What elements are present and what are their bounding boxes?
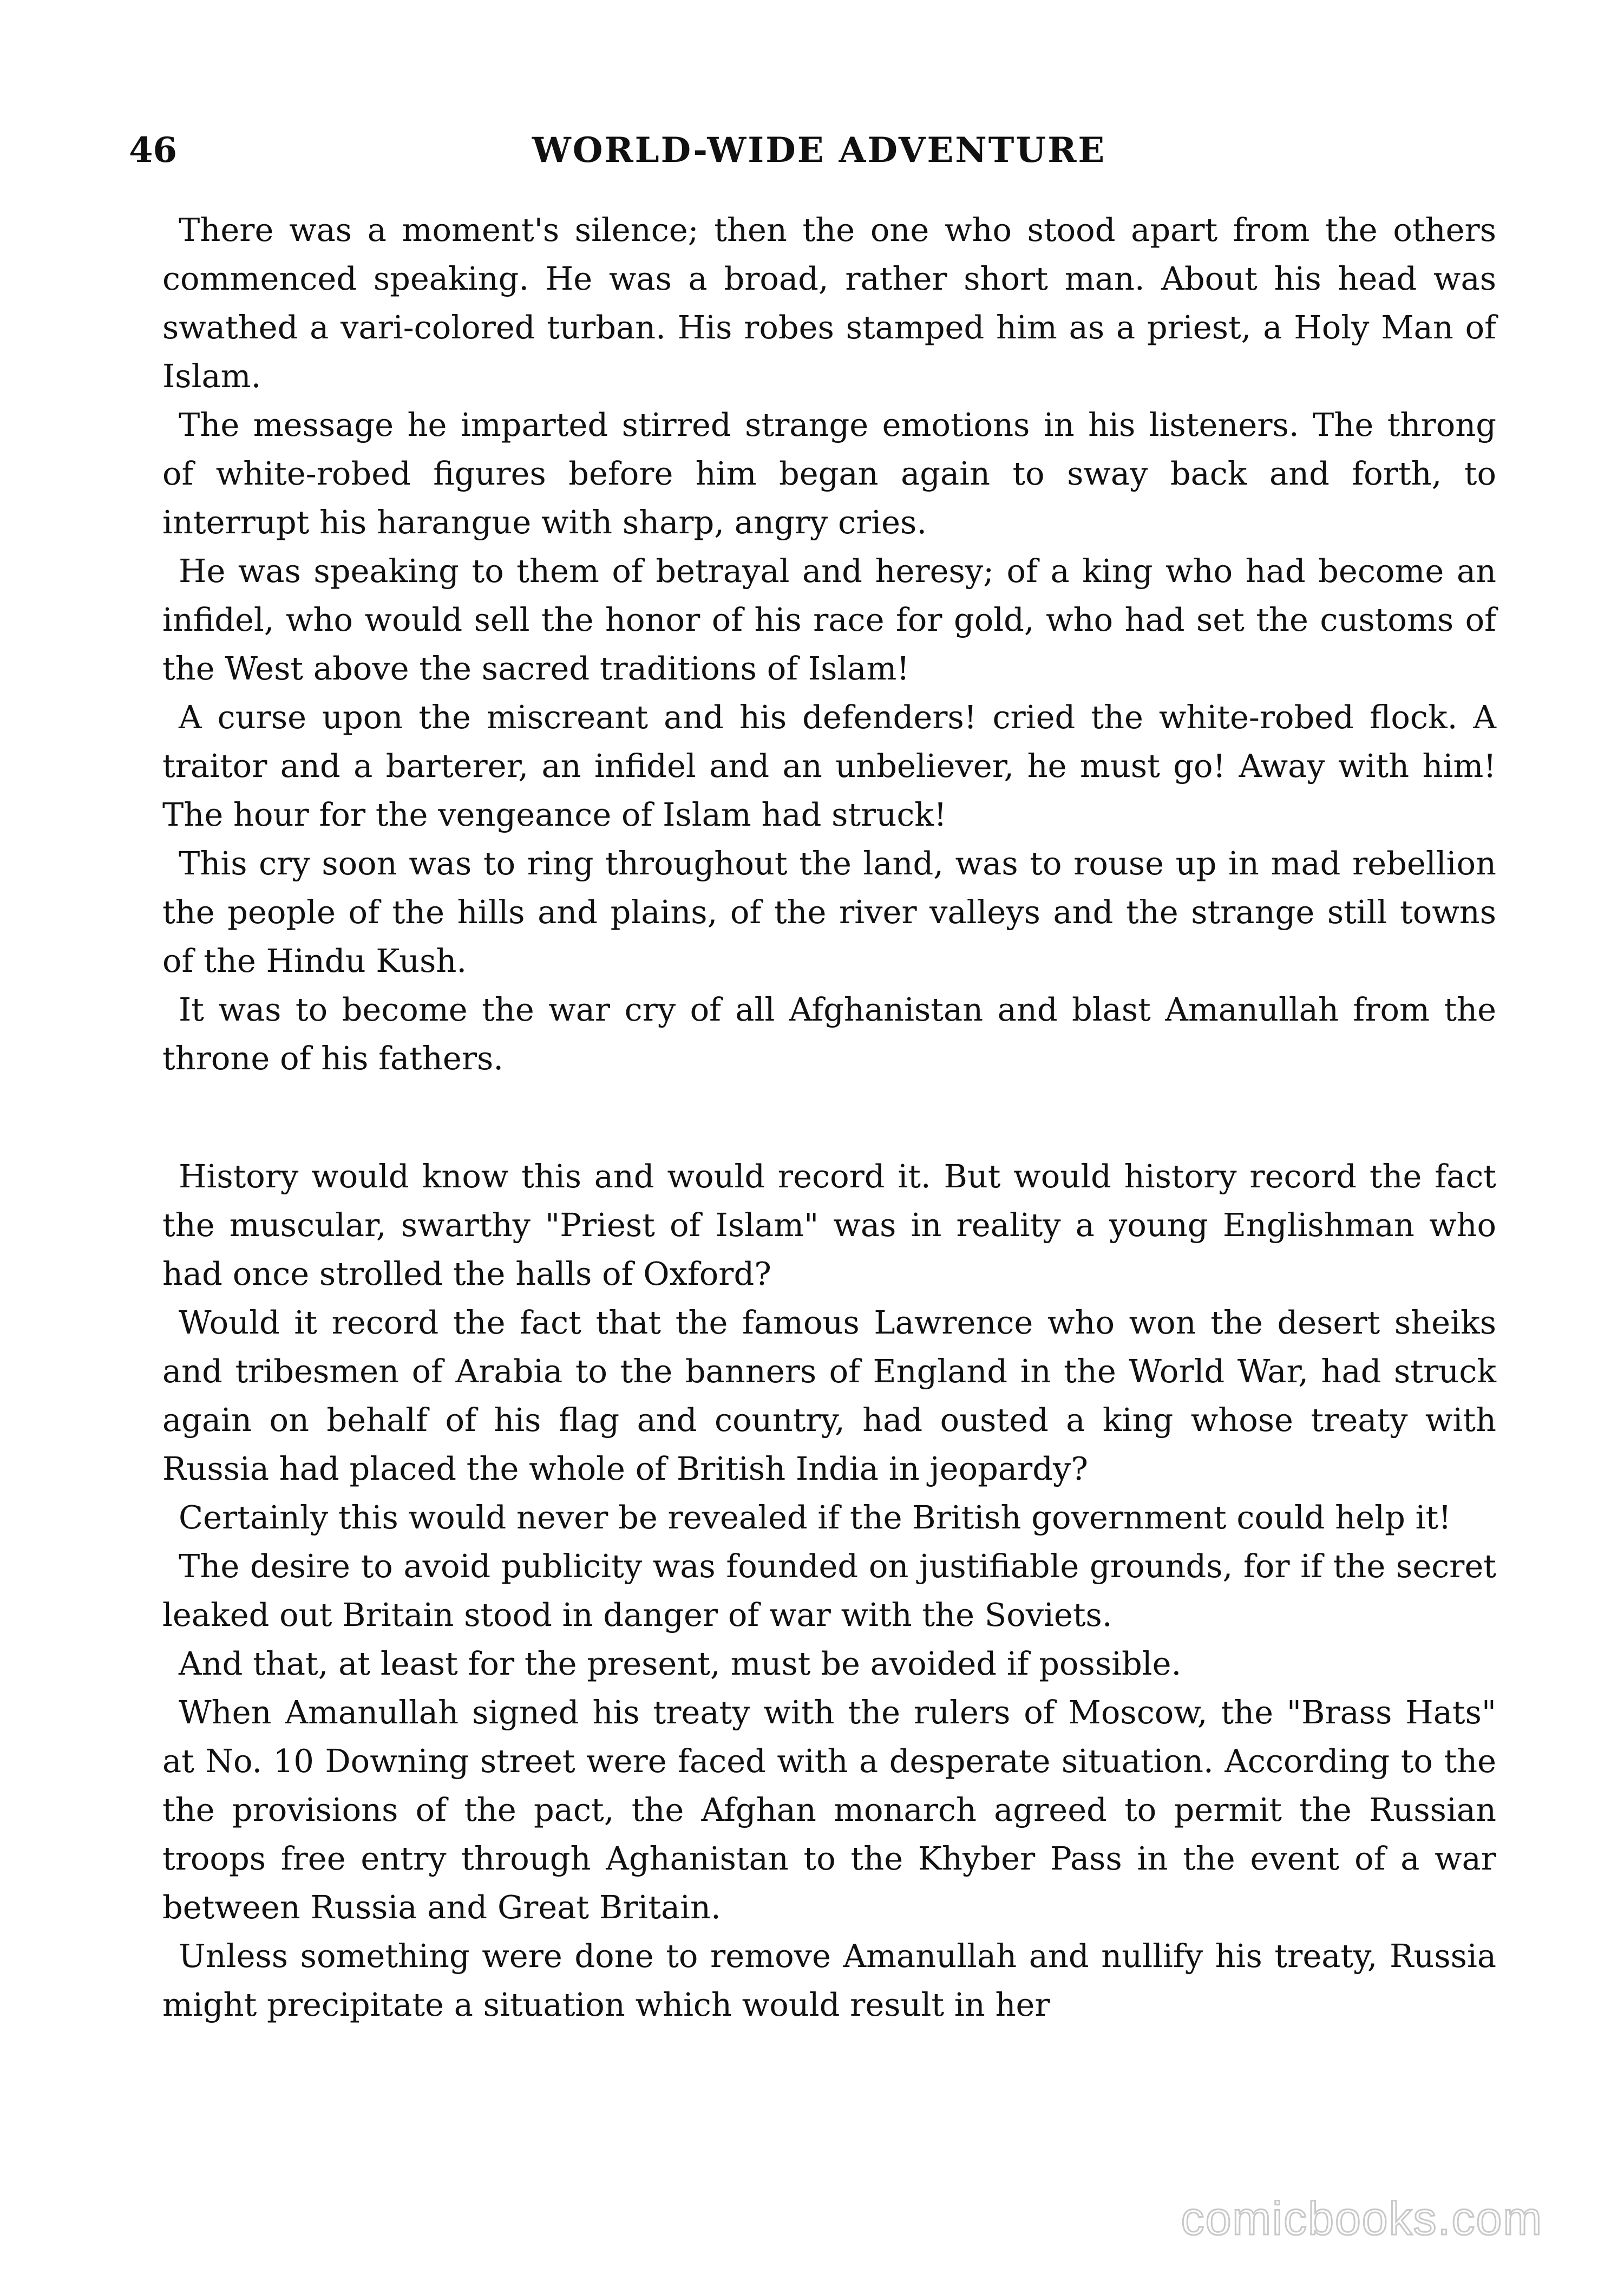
page-header bbox=[129, 123, 1509, 188]
paragraph: The desire to avoid publicity was founded on justifiable grounds, for if the secret leaked out Britain stood in danger of war with the Soviets. bbox=[162, 1547, 1496, 1633]
watermark: comicbooks.com bbox=[1181, 2193, 1543, 2245]
section-break bbox=[162, 1083, 1496, 1152]
running-head-title: WORLD-WIDE ADVENTURE bbox=[532, 130, 1106, 171]
paragraph: Would it record the fact that the famous Lawrence who won the desert sheiks and tribesmen of Arabia to the banners of England in the World War, had struck again on behalf of his flag and country, had ousted a king whose treaty with Russia had placed the whole of British India in jeopardy? bbox=[162, 1304, 1496, 1487]
page-number: 46 bbox=[129, 130, 178, 171]
paragraph: When Amanullah signed his treaty with the rulers of Moscow, the "Brass Hats" at No. 10 Downing street were faced with a desperate situation. According to the the provisions of the pact, the Afghan monarch agreed to permit the Russian troops free entry through Aghanistan to the Khyber Pass in the event of a war between Russia and Great Britain. bbox=[162, 1694, 1496, 1926]
paragraph: A curse upon the miscreant and his defenders! cried the white-robed flock. A traitor and a barterer, an infidel and an unbeliever, he must go! Away with him! The hour for the vengeance of Islam had struck! bbox=[162, 698, 1496, 833]
paragraph: He was speaking to them of betrayal and heresy; of a king who had become an infidel, who would sell the honor of his race for gold, who had set the customs of the West above the sacred traditions of Islam! bbox=[162, 552, 1496, 687]
paragraph: Unless something were done to remove Amanullah and nullify his treaty, Russia might precipitate a situation which would result in her bbox=[162, 1937, 1496, 2023]
body-text bbox=[162, 206, 1496, 2029]
paragraph: History would know this and would record it. But would history record the fact the muscular, swarthy "Priest of Islam" was in reality a young Englishman who had once strolled the halls of Oxford? bbox=[162, 1158, 1496, 1292]
paragraph: It was to become the war cry of all Afghanistan and blast Amanullah from the throne of his fathers. bbox=[162, 991, 1496, 1077]
paragraph: Certainly this would never be revealed if the British government could help it! bbox=[179, 1499, 1451, 1536]
paragraph: There was a moment's silence; then the one who stood apart from the others commenced speaking. He was a broad, rather short man. About his head was swathed a vari-colored turban. His robes stamped him as a priest, a Holy Man of Islam. bbox=[162, 211, 1496, 395]
paragraph: This cry soon was to ring throughout the land, was to rouse up in mad rebellion the people of the hills and plains, of the river valleys and the strange still towns of the Hindu Kush. bbox=[162, 845, 1496, 979]
paragraph: The message he imparted stirred strange emotions in his listeners. The throng of white-robed figures before him began again to sway back and forth, to interrupt his harangue with sharp, angry cries. bbox=[162, 406, 1496, 541]
paragraph: And that, at least for the present, must be avoided if possible. bbox=[179, 1645, 1182, 1682]
